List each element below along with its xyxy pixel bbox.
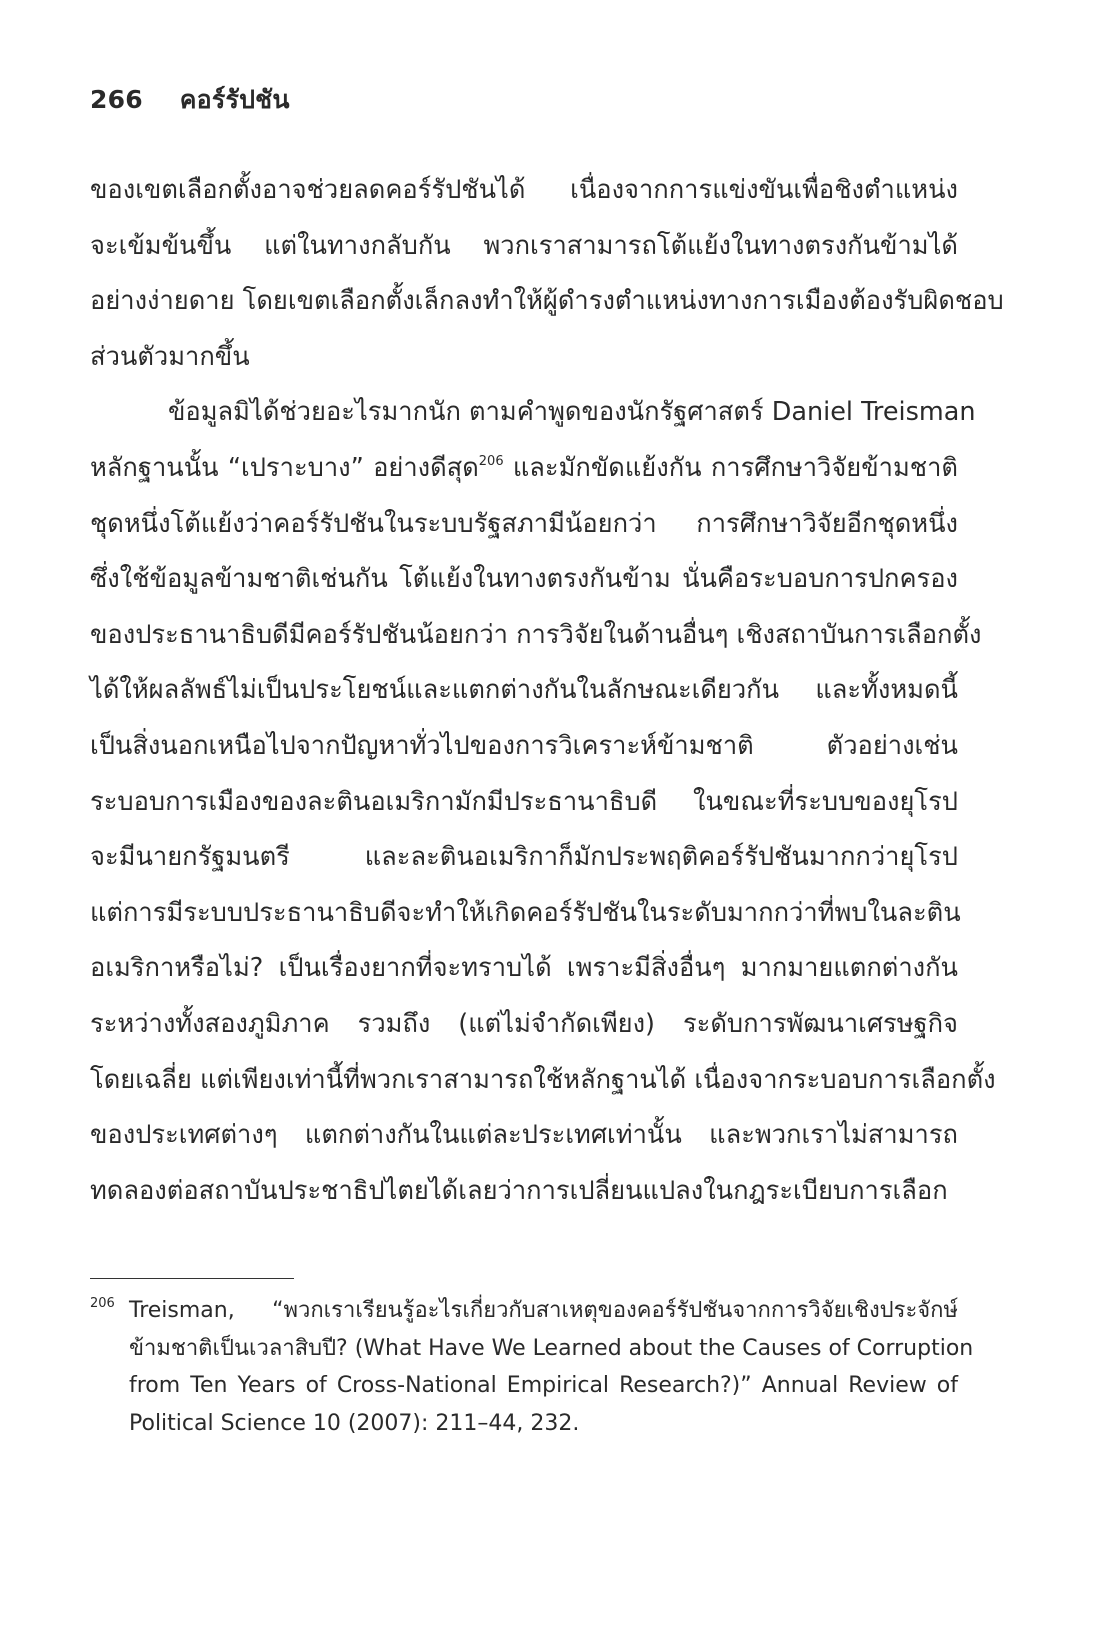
body-line-with-footnote-ref: [90, 441, 958, 497]
body-line: จะมีนายกรัฐมนตรี และละตินอเมริกาก็มักประพฤติคอร์รัปชันมากกว่ายุโรป: [90, 842, 958, 873]
footnote-line: from Ten Years of Cross-National Empirical Research?)” Annual Review of: [129, 1373, 958, 1398]
body-line: ได้ให้ผลลัพธ์ไม่เป็นประโยชน์และแตกต่างกันในลักษณะเดียวกัน และทั้งหมดนี้: [90, 675, 958, 706]
footnote-divider: [90, 1278, 294, 1279]
body-line: ทดลองต่อสถาบันประชาธิปไตยได้เลยว่าการเปลี่ยนแปลงในกฎระเบียบการเลือก: [90, 1175, 948, 1206]
body-line: เป็นสิ่งนอกเหนือไปจากปัญหาทั่วไปของการวิเคราะห์ข้ามชาติ ตัวอย่างเช่น: [90, 730, 958, 761]
body-line: ของประธานาธิบดีมีคอร์รัปชันน้อยกว่า การวิจัยในด้านอื่นๆ เชิงสถาบันการเลือกตั้ง: [90, 619, 982, 650]
body-line: ซึ่งใช้ข้อมูลข้ามชาติเช่นกัน โต้แย้งในทางตรงกันข้าม นั่นคือระบอบการปกครอง: [90, 564, 958, 595]
body-text: [90, 163, 1004, 1219]
body-line: ข้อมูลมิได้ช่วยอะไรมากนัก ตามคำพูดของนักรัฐศาสตร์ Daniel Treisman: [168, 397, 976, 428]
footnote-reference[interactable]: 206: [478, 453, 504, 469]
footnote-line: Treisman, “พวกเราเรียนรู้อะไรเกี่ยวกับสาเหตุของคอร์รัปชันจากการวิจัยเชิงประจักษ์: [129, 1298, 958, 1323]
footnote-line: Political Science 10 (2007): 211–44, 232.: [129, 1410, 580, 1436]
body-line: จะเข้มข้นขึ้น แต่ในทางกลับกัน พวกเราสามารถโต้แย้งในทางตรงกันข้ามได้: [90, 230, 958, 261]
body-line: อเมริกาหรือไม่? เป็นเรื่องยากที่จะทราบได้ เพราะมีสิ่งอื่นๆ มากมายแตกต่างกัน: [90, 953, 958, 984]
footnote-206: [90, 1292, 974, 1442]
body-line: ระหว่างทั้งสองภูมิภาค รวมถึง (แต่ไม่จำกัดเพียง) ระดับการพัฒนาเศรษฐกิจ: [90, 1008, 958, 1039]
body-line: แต่การมีระบบประธานาธิบดีจะทำให้เกิดคอร์รัปชันในระดับมากกว่าที่พบในละติน: [90, 897, 961, 928]
body-line: โดยเฉลี่ย แต่เพียงเท่านี้ที่พวกเราสามารถใช้หลักฐานได้ เนื่องจากระบอบการเลือกตั้ง: [90, 1064, 996, 1095]
body-line: ระบอบการเมืองของละตินอเมริกามักมีประธานาธิบดี ในขณะที่ระบบของยุโรป: [90, 786, 958, 817]
footnote-body: [129, 1292, 974, 1442]
body-line: ของเขตเลือกตั้งอาจช่วยลดคอร์รัปชันได้ เนื่องจากการแข่งขันเพื่อชิงตำแหน่ง: [90, 175, 958, 205]
footnote-line: ข้ามชาติเป็นเวลาสิบปี? (What Have We Learned about the Causes of Corruption: [129, 1335, 974, 1361]
page-number: 266: [90, 85, 143, 114]
body-line: ของประเทศต่างๆ แตกต่างกันในแต่ละประเทศเท่านั้น และพวกเราไม่สามารถ: [90, 1120, 958, 1151]
body-line: ชุดหนึ่งโต้แย้งว่าคอร์รัปชันในระบบรัฐสภามีน้อยกว่า การศึกษาวิจัยอีกชุดหนึ่ง: [90, 508, 958, 539]
running-header: [90, 80, 290, 120]
body-line: อย่างง่ายดาย โดยเขตเลือกตั้งเล็กลงทำให้ผู้ดำรงตำแหน่งทางการเมืองต้องรับผิดชอบ: [90, 286, 1004, 317]
body-text-segment: หลักฐานนั้น “เปราะบาง” อย่างดีสุด: [90, 452, 479, 483]
footnote-number: 206: [90, 1296, 115, 1311]
body-text-segment: และมักขัดแย้งกัน การศึกษาวิจัยข้ามชาติ: [503, 452, 958, 483]
running-title: คอร์รัปชัน: [179, 85, 290, 114]
body-line: ส่วนตัวมากขึ้น: [90, 341, 250, 372]
